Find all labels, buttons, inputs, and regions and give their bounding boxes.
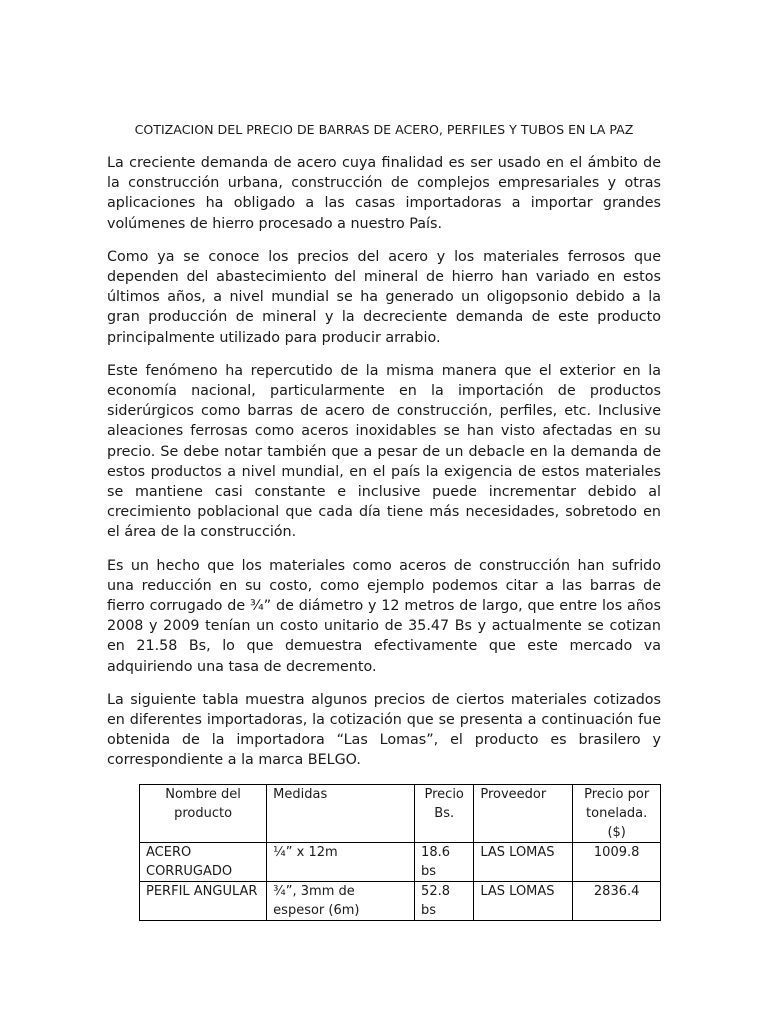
- paragraph-2: Como ya se conoce los precios del acero y los materiales ferrosos que dependen del abastecimiento del mineral de hierro han variado en estos últimos años, a nivel mundial se ha generado un oligopsonio debido a la gran producción de mineral y la decreciente demanda de este producto principalmente utilizado para producir arrabio.: [107, 248, 661, 346]
- table-header-row: [140, 784, 661, 842]
- header-price-per-ton: Precio por tonelada. ($): [573, 784, 661, 842]
- cell-price-per-ton: 1009.8: [573, 842, 661, 881]
- cell-product-name: PERFIL ANGULAR: [140, 881, 267, 920]
- paragraph-3: Este fenómeno ha repercutido de la misma manera que el exterior en la economía nacional, particularmente en la importación de productos siderúrgicos como barras de acero de construcción, perfiles, etc. Inclusive aleaciones ferrosas como aceros inoxidables se han visto afectadas en su precio. Se debe notar también que a pesar de un debacle en la demanda de estos productos a nivel mundial, en el país la exigencia de estos materiales se mantiene casi constante e inclusive puede incrementar debido al crecimiento poblacional que cada día tiene más necesidades, sobretodo en el área de la construcción.: [107, 362, 661, 541]
- paragraph-4: Es un hecho que los materiales como aceros de construcción han sufrido una reducción en su costo, como ejemplo podemos citar a las barras de fierro corrugado de ¾” de diámetro y 12 metros de largo, que entre los años 2008 y 2009 tenían un costo unitario de 35.47 Bs y actualmente se cotizan en 21.58 Bs, lo que demuestra efectivamente que este mercado va adquiriendo una tasa de decremento.: [107, 557, 661, 675]
- document-title: COTIZACION DEL PRECIO DE BARRAS DE ACERO, PERFILES Y TUBOS EN LA PAZ: [134, 122, 634, 137]
- document-page: [107, 121, 661, 921]
- header-measures: Medidas: [267, 784, 415, 842]
- price-table: [139, 784, 661, 921]
- cell-price-bs: 18.6 bs: [415, 842, 474, 881]
- header-price-bs: Precio Bs.: [415, 784, 474, 842]
- header-product-name: Nombre del producto: [140, 784, 267, 842]
- cell-measures: ¼” x 12m: [267, 842, 415, 881]
- cell-price-bs: 52.8 bs: [415, 881, 474, 920]
- cell-product-name: ACERO CORRUGADO: [140, 842, 267, 881]
- paragraph-1: La creciente demanda de acero cuya finalidad es ser usado en el ámbito de la construcción urbana, construcción de complejos empresariales y otras aplicaciones ha obligado a las casas importadoras a importar grandes volúmenes de hierro procesado a nuestro País.: [107, 155, 661, 232]
- paragraph-5: La siguiente tabla muestra algunos precios de ciertos materiales cotizados en diferentes importadoras, la cotización que se presenta a continuación fue obtenida de la importadora “Las Lomas”, el producto es brasilero y correspondiente a la marca BELGO.: [107, 691, 661, 769]
- cell-price-per-ton: 2836.4: [573, 881, 661, 920]
- cell-supplier: LAS LOMAS: [474, 842, 573, 881]
- table-row: [140, 881, 661, 920]
- cell-supplier: LAS LOMAS: [474, 881, 573, 920]
- table-row: [140, 842, 661, 881]
- header-supplier: Proveedor: [474, 784, 573, 842]
- cell-measures: ¾”, 3mm de espesor (6m): [267, 881, 415, 920]
